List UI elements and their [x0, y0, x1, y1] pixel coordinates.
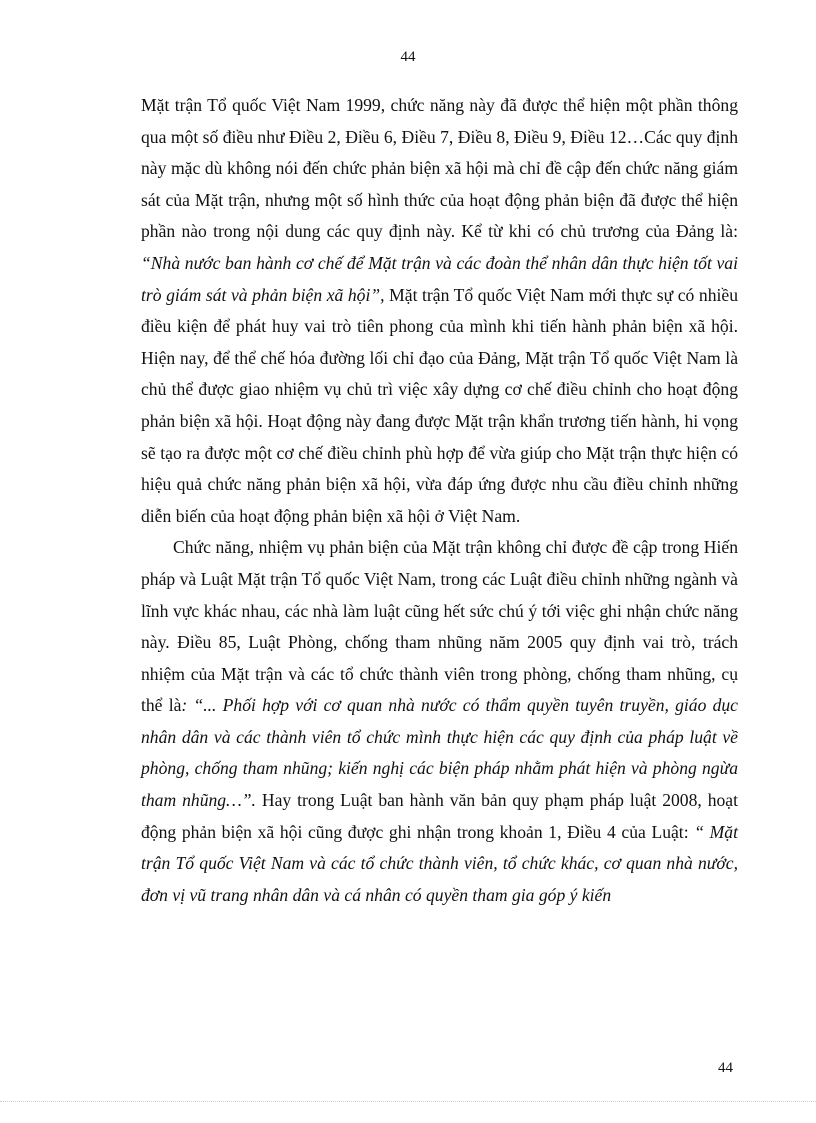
paragraph-1: [141, 90, 738, 532]
paragraph-1-text-b: Mặt trận Tổ quốc Việt Nam mới thực sự có nhiều điều kiện để phát huy vai trò tiên phong của mình khi tiến hành phản biện xã hội. Hiện nay, để thể chế hóa đường lối chỉ đạo của Đảng, Mặt trận Tổ quốc Việt Nam là chủ thể được giao nhiệm vụ chủ trì việc xây dựng cơ chế điều chỉnh cho hoạt động phản biện xã hội. Hoạt động này đang được Mặt trận khẩn trương tiến hành, hi vọng sẽ tạo ra được một cơ chế điều chỉnh phù hợp để vừa giúp cho Mặt trận thực hiện có hiệu quả chức năng phản biện xã hội, vừa đáp ứng được nhu cầu điều chỉnh những diễn biến của hoạt động phản biện xã hội ở Việt Nam.: [141, 284, 738, 526]
page-number-top: 44: [400, 49, 416, 65]
paragraph-2-text-b: Hay trong Luật ban hành văn bản quy phạm pháp luật 2008, hoạt động phản biện xã hội cũng được ghi nhận trong khoản 1, Điều 4 của Luật:: [141, 790, 738, 842]
document-body: [141, 90, 738, 911]
page-footer-divider: [0, 1101, 816, 1102]
paragraph-2-quote-b: “ Mặt trận Tổ quốc Việt Nam và các tổ chức thành viên, tổ chức khác, cơ quan nhà nước, đơn vị vũ trang nhân dân và cá nhân có quyền tham gia góp ý kiến: [141, 821, 738, 905]
paragraph-2: [141, 532, 738, 911]
paragraph-1-text-a: Mặt trận Tổ quốc Việt Nam 1999, chức năng này đã được thể hiện một phần thông qua một số điều như Điều 2, Điều 6, Điều 7, Điều 8, Điều 9, Điều 12…Các quy định này mặc dù không nói đến chức phản biện xã hội mà chỉ đề cập đến chức năng giám sát của Mặt trận, nhưng một số hình thức của hoạt động phản biện đã được thể hiện phần nào trong nội dung các quy định này. Kể từ khi có chủ trương của Đảng là:: [141, 95, 738, 242]
page-number-bottom: 44: [718, 1060, 733, 1076]
paragraph-2-quote-a: : “... Phối hợp với cơ quan nhà nước có thẩm quyền tuyên truyền, giáo dục nhân dân và các thành viên tổ chức mình thực hiện các quy định của pháp luật về phòng, chống tham nhũng; kiến nghị các biện pháp nhằm phát hiện và phòng ngừa tham nhũng…”.: [141, 695, 738, 811]
paragraph-1-quote: “Nhà nước ban hành cơ chế để Mặt trận và các đoàn thể nhân dân thực hiện tốt vai trò giám sát và phản biện xã hội”,: [141, 252, 738, 305]
paragraph-2-text-a: Chức năng, nhiệm vụ phản biện của Mặt trận không chỉ được đề cập trong Hiến pháp và Luật Mặt trận Tổ quốc Việt Nam, trong các Luật điều chỉnh những ngành và lĩnh vực khác nhau, các nhà làm luật cũng hết sức chú ý tới việc ghi nhận chức năng này. Điều 85, Luật Phòng, chống tham nhũng năm 2005 quy định vai trò, trách nhiệm của Mặt trận và các tổ chức thành viên trong phòng, chống tham nhũng, cụ thể là: [141, 537, 738, 716]
